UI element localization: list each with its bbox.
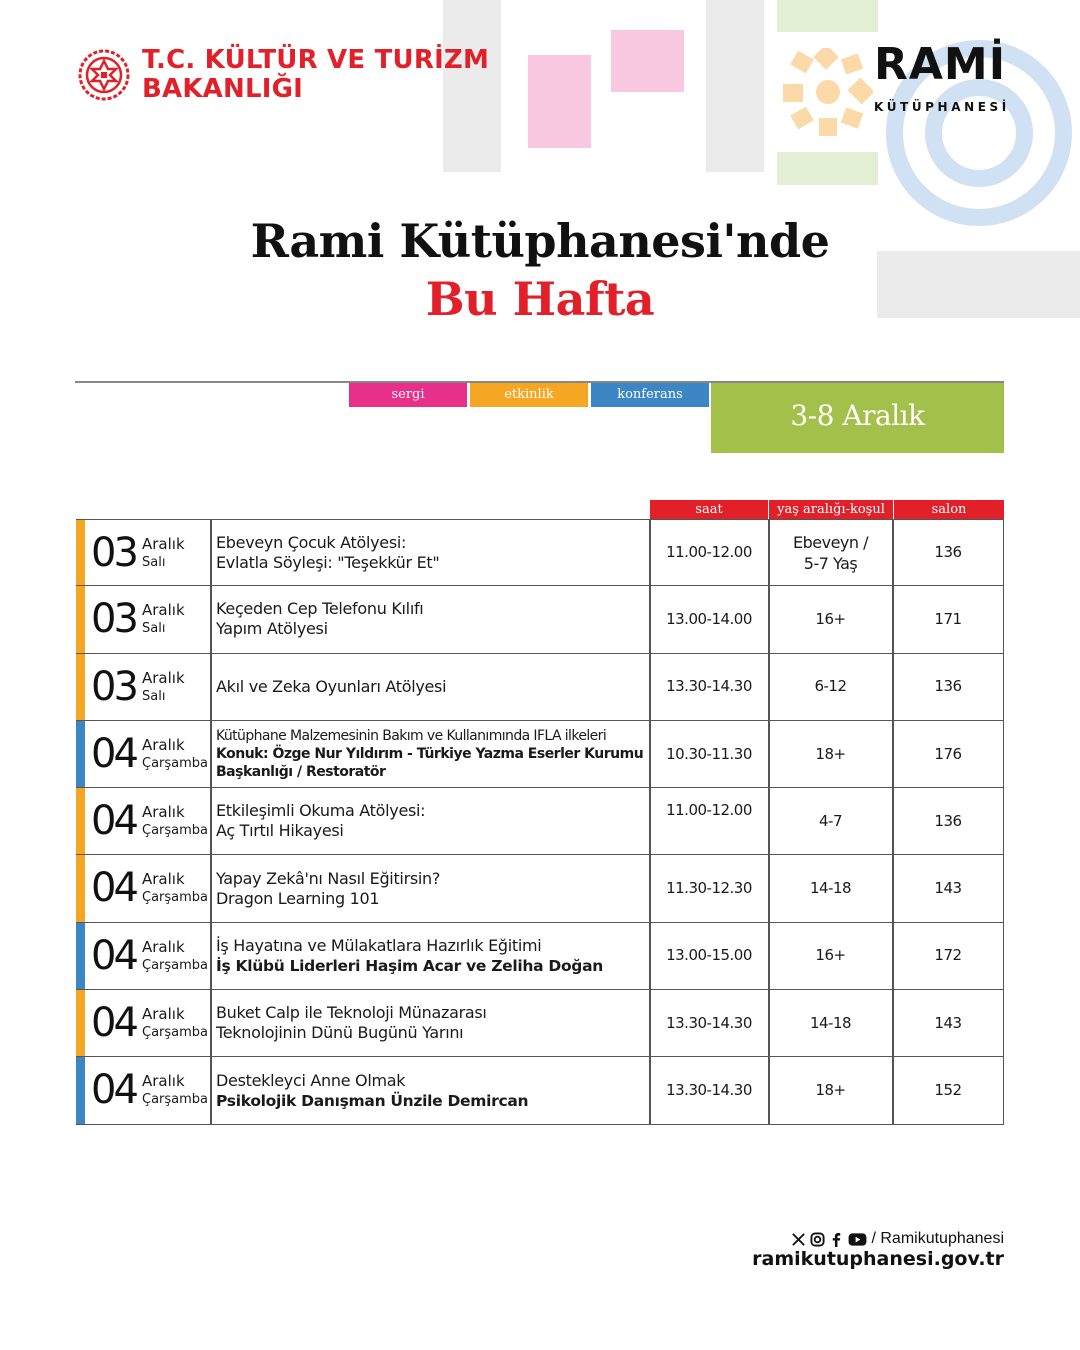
event-room: 143 (934, 879, 962, 898)
page-title: Rami Kütüphanesi'nde (250, 214, 830, 268)
column-header-saat: saat (650, 500, 768, 520)
event-title-line1: Etkileşimli Okuma Atölyesi: (216, 801, 426, 821)
day-number: 04 (91, 1000, 136, 1047)
weekday-label: Salı (142, 621, 166, 637)
table-row (76, 923, 1004, 990)
event-title (216, 520, 646, 585)
website-link[interactable]: ramikutuphanesi.gov.tr (752, 1248, 1004, 1270)
legend-etkinlik: etkinlik (470, 383, 588, 407)
event-room: 136 (934, 677, 962, 696)
event-title (216, 721, 646, 787)
day-number: 03 (91, 596, 136, 643)
event-title-line2: Dragon Learning 101 (216, 888, 380, 908)
category-accent-etkinlik (76, 855, 85, 921)
event-title-line1: Kütüphane Malzemesinin Bakım ve Kullanımında IFLA ilkeleri (216, 728, 607, 745)
social-handle[interactable]: / Ramikutuphanesi (871, 1230, 1004, 1247)
event-title (216, 923, 646, 989)
weekday-label: Çarşamba (142, 1025, 209, 1041)
rami-subtitle: KÜTÜPHANESİ (874, 100, 1010, 114)
event-title-line2: Yapım Atölyesi (216, 619, 328, 639)
weekday-label: Çarşamba (142, 755, 209, 771)
table-row (76, 721, 1004, 788)
table-row (76, 990, 1004, 1057)
social-links (791, 1230, 1004, 1248)
event-title-line1: Akıl ve Zeka Oyunları Atölyesi (216, 676, 447, 696)
table-row (76, 788, 1004, 855)
event-title-line1: Yapay Zekâ'nı Nasıl Eğitirsin? (216, 868, 441, 888)
event-guest: Psikolojik Danışman Ünzile Demircan (216, 1091, 529, 1110)
month-label: Aralık (142, 1005, 185, 1024)
event-age: 14-18 (809, 879, 852, 898)
weekday-label: Salı (142, 555, 166, 570)
month-label: Aralık (142, 668, 185, 687)
category-accent-etkinlik (76, 990, 85, 1056)
weekday-label: Çarşamba (142, 1092, 209, 1108)
event-room: 136 (934, 543, 962, 562)
event-age: 6-12 (814, 677, 847, 696)
event-time: 11.00-12.00 (666, 801, 752, 820)
event-title (216, 1057, 646, 1123)
x-icon[interactable] (791, 1232, 806, 1247)
decor-block (611, 30, 684, 92)
event-room: 152 (934, 1081, 962, 1100)
decor-block (777, 0, 878, 32)
weekday-label: Çarşamba (142, 823, 209, 839)
event-room: 171 (934, 609, 962, 628)
youtube-icon[interactable] (848, 1232, 867, 1247)
instagram-icon[interactable] (810, 1232, 825, 1247)
event-title (216, 586, 646, 652)
month-label: Aralık (142, 870, 185, 889)
event-age (769, 520, 892, 585)
category-accent-konferans (76, 721, 85, 787)
day-number: 04 (91, 1067, 136, 1114)
date-range-badge: 3-8 Aralık (711, 383, 1004, 453)
table-row (76, 855, 1004, 922)
event-age: 4-7 (819, 811, 842, 830)
table-row (76, 654, 1004, 721)
event-age: 16+ (815, 609, 846, 628)
event-time: 13.00-15.00 (666, 946, 752, 965)
event-title-line2: Evlatla Söyleşi: "Teşekkür Et" (216, 552, 440, 572)
column-header-yas: yaş aralığı-koşul (769, 500, 893, 520)
event-title (216, 654, 646, 720)
event-room: 176 (934, 744, 962, 763)
event-guest: İş Klübü Liderleri Haşim Acar ve Zeliha Doğan (216, 956, 603, 975)
day-number: 04 (91, 932, 136, 979)
month-label: Aralık (142, 803, 185, 822)
event-time: 13.30-14.30 (666, 1013, 752, 1032)
event-room: 143 (934, 1013, 962, 1032)
event-time: 13.00-14.00 (666, 609, 752, 628)
ministry-logo (78, 46, 489, 104)
table-row (76, 586, 1004, 653)
event-guest: Konuk: Özge Nur Yıldırım - Türkiye Yazma Eserler Kurumu Başkanlığı / Restoratör (216, 746, 644, 781)
decor-block (706, 0, 764, 172)
event-age: 14-18 (809, 1013, 852, 1032)
category-accent-konferans (76, 923, 85, 989)
event-time: 11.00-12.00 (666, 543, 752, 562)
event-age-line1: Ebeveyn / (792, 532, 868, 552)
event-title-line2: Aç Tırtıl Hikayesi (216, 821, 344, 841)
event-room: 136 (934, 811, 962, 830)
category-accent-etkinlik (76, 520, 85, 585)
facebook-icon[interactable] (829, 1232, 844, 1247)
event-time: 11.30-12.30 (666, 879, 752, 898)
event-title (216, 855, 646, 921)
event-age-line2: 5-7 Yaş (803, 553, 858, 573)
day-number: 03 (91, 530, 136, 576)
event-age: 18+ (815, 744, 846, 763)
event-title-line1: Ebeveyn Çocuk Atölyesi: (216, 532, 407, 552)
decor-block (777, 152, 878, 185)
weekday-label: Çarşamba (142, 957, 209, 973)
category-accent-etkinlik (76, 586, 85, 652)
rami-sun-icon (783, 48, 873, 138)
column-header-salon: salon (894, 500, 1004, 520)
event-time: 13.30-14.30 (666, 677, 752, 696)
ministry-name-line2: BAKANLIĞI (142, 74, 304, 104)
event-room: 172 (934, 946, 962, 965)
event-age: 16+ (815, 946, 846, 965)
month-label: Aralık (142, 735, 185, 754)
event-title-line1: Keçeden Cep Telefonu Kılıfı (216, 599, 424, 619)
month-label: Aralık (142, 1072, 185, 1091)
ministry-name (142, 46, 489, 104)
table-row (76, 519, 1004, 586)
month-label: Aralık (142, 601, 185, 620)
event-title-line1: İş Hayatına ve Mülakatlara Hazırlık Eğitimi (216, 935, 542, 955)
category-accent-etkinlik (76, 654, 85, 720)
event-time: 13.30-14.30 (666, 1081, 752, 1100)
legend-sergi: sergi (349, 383, 467, 407)
event-time: 10.30-11.30 (666, 744, 752, 763)
category-accent-etkinlik (76, 788, 85, 854)
weekday-label: Salı (142, 688, 166, 704)
month-label: Aralık (142, 937, 185, 956)
rami-wordmark: RAMİ (874, 39, 1007, 90)
day-number: 03 (91, 663, 136, 710)
event-age: 18+ (815, 1081, 846, 1100)
decor-block (528, 55, 591, 148)
ministry-name-line1: T.C. KÜLTÜR VE TURİZM (142, 45, 490, 75)
event-title-line1: Destekleyci Anne Olmak (216, 1070, 406, 1090)
legend-konferans: konferans (591, 383, 709, 407)
event-title (216, 788, 646, 854)
event-title (216, 990, 646, 1056)
event-title-line2: Teknolojinin Dünü Bugünü Yarını (216, 1023, 464, 1043)
schedule-table (76, 519, 1004, 1125)
day-number: 04 (91, 730, 136, 777)
day-number: 04 (91, 798, 136, 845)
category-accent-konferans (76, 1057, 85, 1123)
day-number: 04 (91, 865, 136, 912)
ministry-emblem-icon (78, 47, 130, 103)
event-title-line1: Buket Calp ile Teknoloji Münazarası (216, 1003, 487, 1023)
decor-ring (925, 79, 1033, 187)
weekday-label: Çarşamba (142, 890, 209, 906)
month-label: Aralık (142, 535, 185, 553)
page-subtitle: Bu Hafta (425, 272, 655, 326)
table-row (76, 1057, 1004, 1124)
